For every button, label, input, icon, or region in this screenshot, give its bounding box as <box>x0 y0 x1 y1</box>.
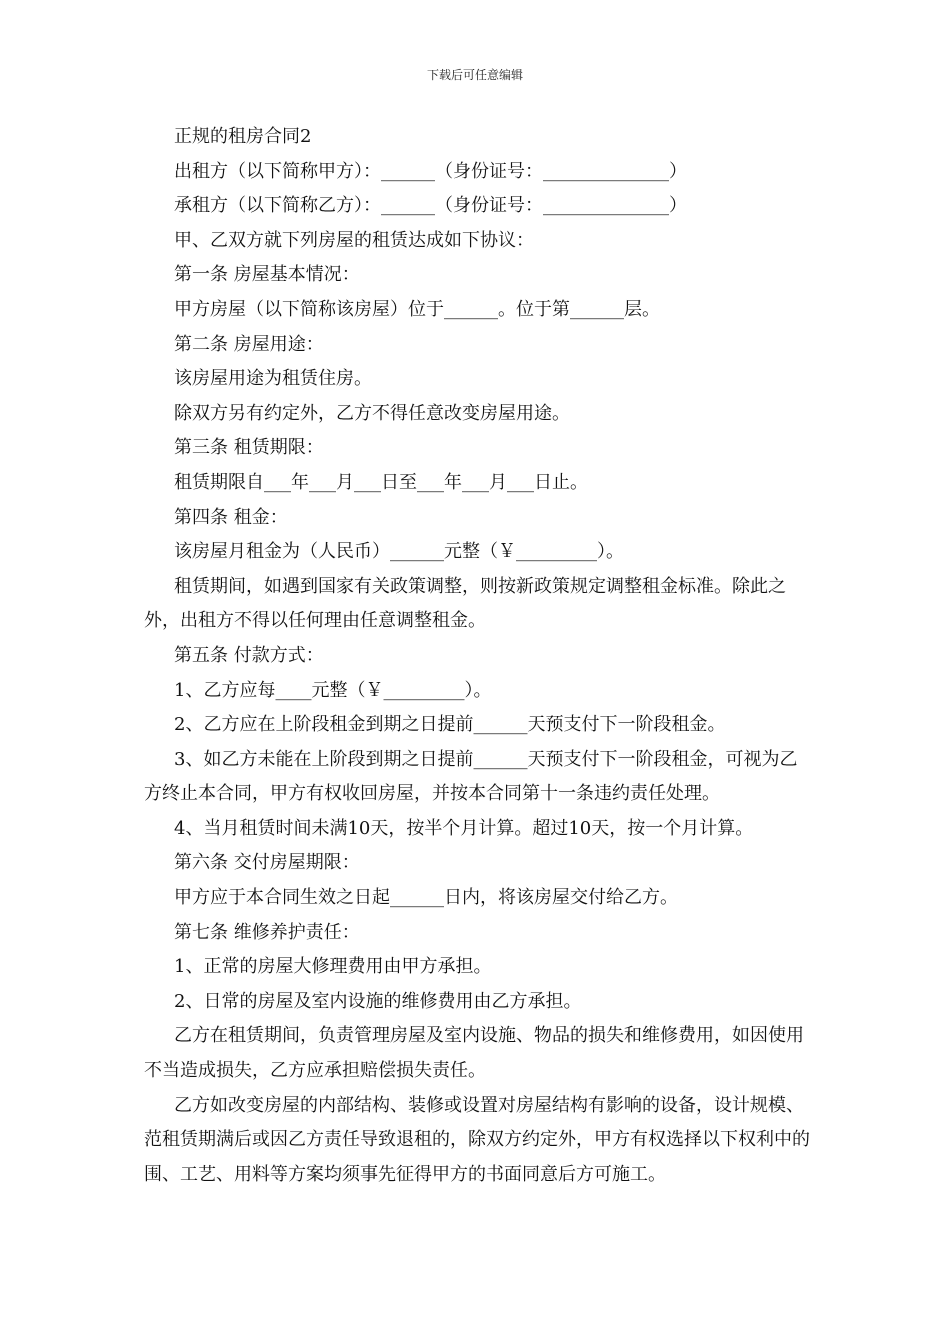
article-3-heading: 第三条 租赁期限： <box>174 437 324 459</box>
article-7-text-2: 乙方如改变房屋的内部结构、装修或设置对房屋结构有影响的设备，设计规模、范租赁期满后或因乙方责任导致退租的，除双方约定外，甲方有权选择以下权利中的围、工艺、用料等方案均须事先征得甲方的书面同意后方可施工。 <box>144 1094 810 1185</box>
article-6-text: 甲方应于本合同生效之日起______日内，将该房屋交付给乙方。 <box>174 887 678 909</box>
article-5-item-4: 4、当月租赁时间未满10天，按半个月计算。超过10天，按一个月计算。 <box>174 817 754 839</box>
article-5-item-1: 1、乙方应每____元整（￥_________）。 <box>174 679 492 701</box>
article-5-item-3: 3、如乙方未能在上阶段到期之日提前______天预支付下一阶段租金，可视为乙方终止本合同，甲方有权收回房屋，并按本合同第十一条违约责任处理。 <box>144 748 798 805</box>
article-3-text: 租赁期限自___年___月___日至___年___月___日止。 <box>174 471 588 493</box>
lessor-line: 出租方（以下简称甲方）：______（身份证号：______________） <box>174 160 687 182</box>
article-4-heading: 第四条 租金： <box>174 506 288 528</box>
article-7-item-1: 1、正常的房屋大修理费用由甲方承担。 <box>174 956 492 978</box>
lessee-line: 承租方（以下简称乙方）：______（身份证号：______________） <box>174 195 687 217</box>
contract-body <box>144 120 812 1192</box>
article-1-text: 甲方房屋（以下简称该房屋）位于______。位于第______层。 <box>174 298 660 320</box>
article-1-heading: 第一条 房屋基本情况： <box>174 264 360 286</box>
article-2-text-2: 除双方另有约定外，乙方不得任意改变房屋用途。 <box>174 402 570 424</box>
article-7-heading: 第七条 维修养护责任： <box>174 921 360 943</box>
article-7-text-1: 乙方在租赁期间，负责管理房屋及室内设施、物品的损失和维修费用，如因使用不当造成损失，乙方应承担赔偿损失责任。 <box>144 1025 804 1082</box>
article-2-heading: 第二条 房屋用途： <box>174 333 324 355</box>
article-4-text-1: 该房屋月租金为（人民币）______元整（￥_________）。 <box>174 541 624 563</box>
agreement-intro: 甲、乙双方就下列房屋的租赁达成如下协议： <box>174 229 534 251</box>
page-header-note: 下载后可任意编辑 <box>426 68 523 82</box>
article-5-item-2: 2、乙方应在上阶段租金到期之日提前______天预支付下一阶段租金。 <box>174 714 726 736</box>
article-6-heading: 第六条 交付房屋期限： <box>174 852 360 874</box>
article-2-text-1: 该房屋用途为租赁住房。 <box>174 368 372 390</box>
document-title: 正规的租房合同2 <box>174 126 312 147</box>
article-4-text-2: 租赁期间，如遇到国家有关政策调整，则按新政策规定调整租金标准。除此之外，出租方不得以任何理由任意调整租金。 <box>144 575 786 632</box>
article-7-item-2: 2、日常的房屋及室内设施的维修费用由乙方承担。 <box>174 990 582 1012</box>
article-5-heading: 第五条 付款方式： <box>174 644 324 666</box>
